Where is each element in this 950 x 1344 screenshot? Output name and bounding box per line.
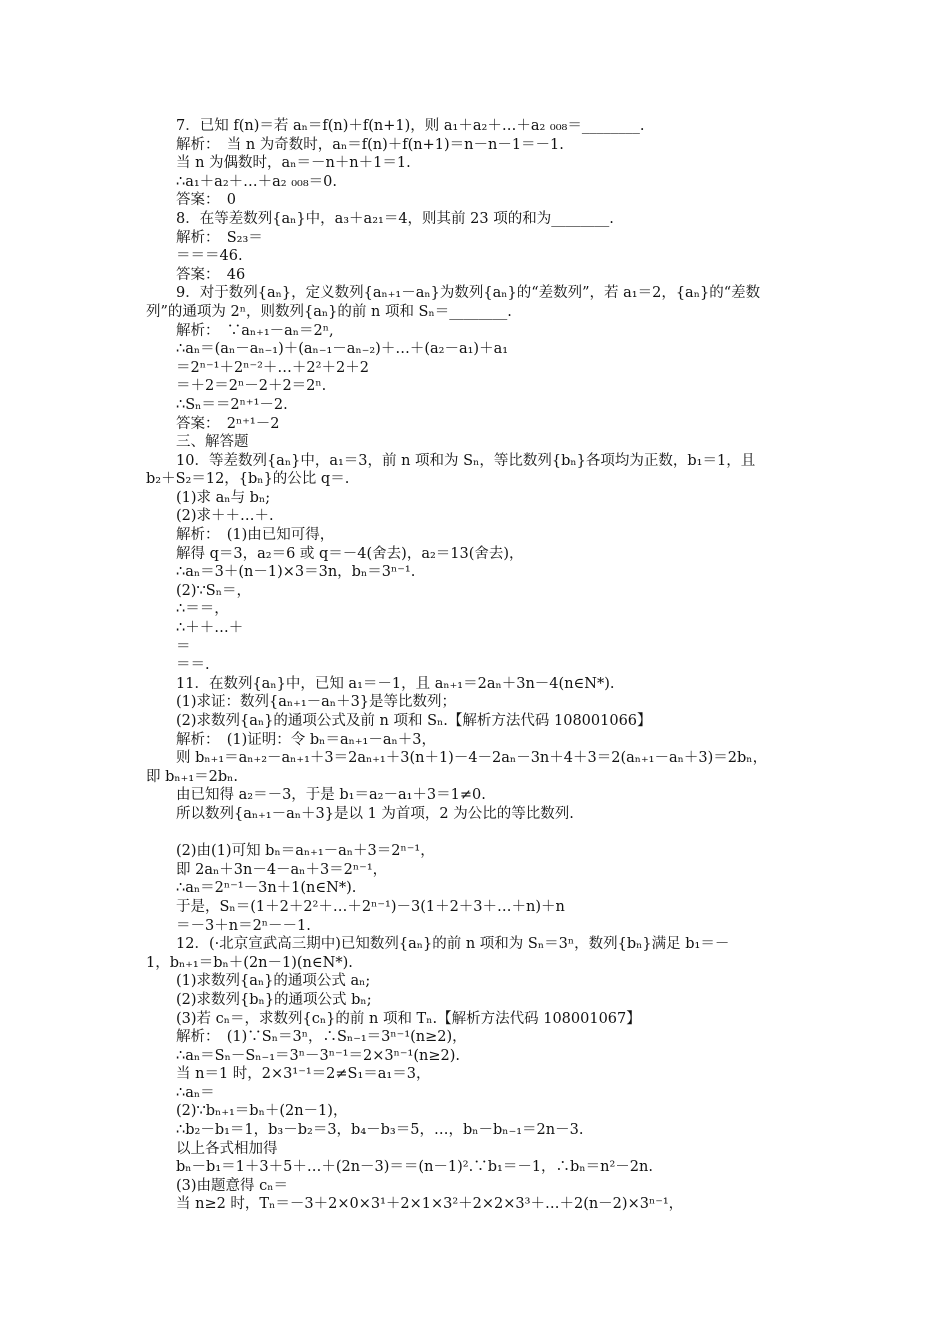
text-line: 当 n 为偶数时，aₙ＝－n＋n＋1＝1. [176,155,411,172]
text-line: ∴＋＋…＋ [176,620,244,637]
text-line: b₂＋S₂＝12，{bₙ}的公比 q＝. [146,471,350,488]
text-line: 解析： (1)证明：令 bₙ＝aₙ₊₁－aₙ＋3， [176,731,436,748]
blank-line [0,824,950,843]
text-line: ＝＋2＝2ⁿ－2＋2＝2ⁿ. [176,378,327,395]
text-line: 三、解答题 [176,434,249,451]
text-line: 12．(·北京宣武高三期中)已知数列{aₙ}的前 n 项和为 Sₙ＝3ⁿ，数列{bₙ}满足 b₁＝－ [176,936,730,953]
text-line: ∴aₙ＝Sₙ－Sₙ₋₁＝3ⁿ－3ⁿ⁻¹＝2×3ⁿ⁻¹(n≥2). [176,1047,460,1064]
text-line: 9．对于数列{aₙ}，定义数列{aₙ₊₁－aₙ}为数列{aₙ}的“差数列”，若 a₁＝2，{aₙ}的“差数 [176,285,761,302]
text-line: ∴＝＝， [176,601,229,618]
text-line: 列”的通项为 2ⁿ，则数列{aₙ}的前 n 项和 Sₙ＝________. [146,303,512,320]
text-line: 当 n≥2 时，Tₙ＝－3＋2×0×3¹＋2×1×3²＋2×2×3³＋…＋2(n－2)×3ⁿ⁻¹， [176,1196,684,1213]
text-line: 11．在数列{aₙ}中，已知 a₁＝－1，且 aₙ₊₁＝2aₙ＋3n－4(n∈N*). [176,675,615,692]
text-line: 由已知得 a₂＝－3，于是 b₁＝a₂－a₁＋3＝1≠0. [176,787,486,804]
text-line: ＝ [176,638,191,655]
text-line: 解析： 当 n 为奇数时，aₙ＝f(n)＋f(n+1)＝n－n－1＝－1. [176,136,564,153]
text-line: 解析： S₂₃＝ [176,229,263,246]
text-line: 1，bₙ₊₁＝bₙ＋(2n－1)(n∈N*). [146,954,353,971]
text-line: (2)由(1)可知 bₙ＝aₙ₊₁－aₙ＋3＝2ⁿ⁻¹， [176,843,435,860]
text-line: ＝2ⁿ⁻¹＋2ⁿ⁻²＋…＋2²＋2＋2 [176,359,369,376]
text-line: 解析： (1)由已知可得， [176,527,335,544]
text-line: 解析： ∵aₙ₊₁－aₙ＝2ⁿ, [176,322,334,339]
text-line: 所以数列{aₙ₊₁－aₙ＋3}是以 1 为首项，2 为公比的等比数列. [176,805,574,822]
text-line: 解析： (1)∵Sₙ＝3ⁿ，∴Sₙ₋₁＝3ⁿ⁻¹(n≥2)， [176,1029,467,1046]
text-line: ∴Sₙ＝＝2ⁿ⁺¹－2. [176,396,288,413]
text-line: 10．等差数列{aₙ}中，a₁＝3，前 n 项和为 Sₙ，等比数列{bₙ}各项均为正数，b₁＝1，且 [176,452,756,469]
text-line: ＝＝＝46. [176,248,243,265]
text-line: 答案： 0 [176,192,236,209]
text-line: 解得 q＝3，a₂＝6 或 q＝－4(舍去)，a₂＝13(舍去)， [176,545,524,562]
text-line: (2)∵Sₙ＝， [176,582,251,599]
text-line: 当 n＝1 时，2×3¹⁻¹＝2≠S₁＝a₁＝3， [176,1066,431,1083]
text-line: ∴a₁＋a₂＋…＋a₂ ₀₀₈＝0. [176,173,337,190]
text-line: (3)若 cₙ＝，求数列{cₙ}的前 n 项和 Tₙ.【解析方法代码 108001067】 [176,1010,641,1027]
text-line: (2)求数列{aₙ}的通项公式及前 n 项和 Sₙ.【解析方法代码 108001066】 [176,713,652,729]
text-line: (1)求数列{aₙ}的通项公式 aₙ; [176,973,371,990]
text-line: 8．在等差数列{aₙ}中，a₃＋a₂₁＝4，则其前 23 项的和为________. [176,210,614,227]
text-line: ∴aₙ＝2ⁿ⁻¹－3n＋1(n∈N*). [176,880,357,897]
text-line: (2)求＋＋…＋. [176,508,274,525]
text-line: 7．已知 f(n)＝若 aₙ＝f(n)＋f(n+1)，则 a₁＋a₂＋…＋a₂ ₀₀₈＝________. [176,118,645,134]
text-line: (1)求 aₙ与 bₙ; [176,489,271,506]
text-line: 则 bₙ₊₁＝aₙ₊₂－aₙ₊₁＋3＝2aₙ₊₁＋3(n＋1)－4－2aₙ－3n＋4＋3＝2(aₙ₊₁－aₙ＋3)＝2bₙ， [176,750,768,767]
text-line: ∴aₙ＝3＋(n－1)×3＝3n，bₙ＝3ⁿ⁻¹. [176,564,416,581]
text-line: bₙ－b₁＝1＋3＋5＋…＋(2n－3)＝＝(n－1)².∵b₁＝－1，∴bₙ＝n²－2n. [176,1159,653,1176]
text-line: ∴aₙ＝(aₙ－aₙ₋₁)＋(aₙ₋₁－aₙ₋₂)＋…＋(a₂－a₁)＋a₁ [176,341,509,358]
text-line: 以上各式相加得 [176,1140,278,1157]
text-line: 即 bₙ₊₁＝2bₙ. [146,768,239,785]
text-line: (1)求证：数列{aₙ₊₁－aₙ＋3}是等比数列； [176,694,457,711]
text-line: ∴aₙ＝ [176,1084,215,1101]
text-line: (3)由题意得 cₙ＝ [176,1177,289,1194]
text-line: 答案： 46 [176,266,246,283]
text-line: ∴b₂－b₁＝1，b₃－b₂＝3，b₄－b₃＝5，…，bₙ－bₙ₋₁＝2n－3. [176,1122,584,1139]
document-body [0,117,950,1214]
text-line: 答案： 2ⁿ⁺¹－2 [176,415,280,432]
text-line: (2)求数列{bₙ}的通项公式 bₙ; [176,991,372,1008]
text-line: 即 2aₙ＋3n－4－aₙ＋3＝2ⁿ⁻¹， [176,861,388,878]
text-line: (2)∵bₙ₊₁＝bₙ＋(2n－1)， [176,1103,348,1120]
text-line: ＝＝. [176,657,210,674]
text-line: ＝－3＋n＝2ⁿ－－1. [176,917,311,934]
text-line: 于是，Sₙ＝(1＋2＋2²＋…＋2ⁿ⁻¹)－3(1＋2＋3＋…＋n)＋n [176,898,565,915]
